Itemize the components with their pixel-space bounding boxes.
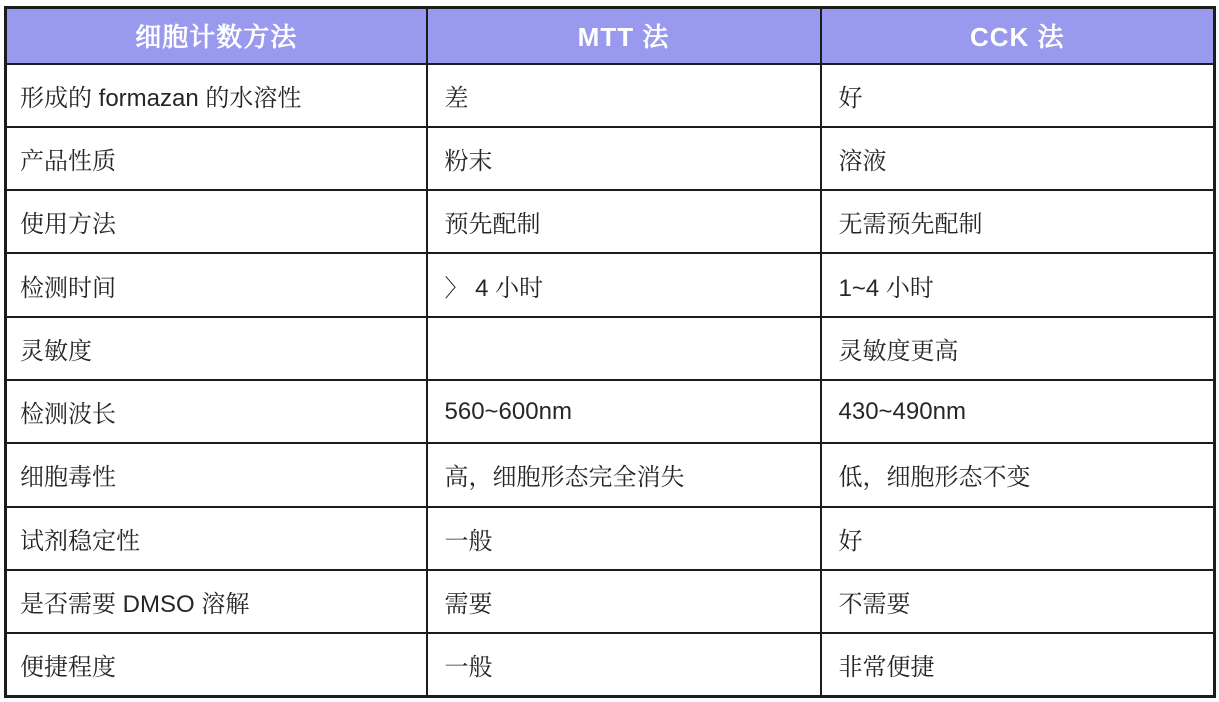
cck-value-cell: 1~4 小时 [821, 253, 1215, 316]
row-label-cell: 便捷程度 [6, 633, 427, 696]
row-label-cell: 检测时间 [6, 253, 427, 316]
row-label-cell: 使用方法 [6, 190, 427, 253]
header-row [6, 8, 1215, 64]
table-row [6, 190, 1215, 253]
row-label-cell: 产品性质 [6, 127, 427, 190]
table-body [6, 64, 1215, 697]
row-label-cell: 试剂稳定性 [6, 507, 427, 570]
mtt-value-cell: 高，细胞形态完全消失 [427, 443, 821, 506]
table-row [6, 443, 1215, 506]
mtt-value-cell: 560~600nm [427, 380, 821, 443]
header-cell-method: 细胞计数方法 [6, 8, 427, 64]
row-label-cell: 是否需要 DMSO 溶解 [6, 570, 427, 633]
table-row [6, 507, 1215, 570]
table-row [6, 64, 1215, 127]
mtt-value-cell: 差 [427, 64, 821, 127]
cck-value-cell: 好 [821, 507, 1215, 570]
cck-value-cell: 溶液 [821, 127, 1215, 190]
row-label-cell: 细胞毒性 [6, 443, 427, 506]
cck-value-cell: 不需要 [821, 570, 1215, 633]
mtt-value-cell: 需要 [427, 570, 821, 633]
table-header [6, 8, 1215, 64]
cck-value-cell: 灵敏度更高 [821, 317, 1215, 380]
header-cell-mtt: MTT 法 [427, 8, 821, 64]
table-row [6, 127, 1215, 190]
row-label-cell: 灵敏度 [6, 317, 427, 380]
cck-value-cell: 低，细胞形态不变 [821, 443, 1215, 506]
cck-value-cell: 无需预先配制 [821, 190, 1215, 253]
table-row [6, 570, 1215, 633]
comparison-table [4, 6, 1216, 698]
mtt-value-cell [427, 317, 821, 380]
mtt-value-cell: 粉末 [427, 127, 821, 190]
mtt-value-cell: 〉 4 小时 [427, 253, 821, 316]
header-cell-cck: CCK 法 [821, 8, 1215, 64]
table-row [6, 317, 1215, 380]
row-label-cell: 检测波长 [6, 380, 427, 443]
cck-value-cell: 430~490nm [821, 380, 1215, 443]
mtt-value-cell: 一般 [427, 633, 821, 696]
cck-value-cell: 非常便捷 [821, 633, 1215, 696]
table-row [6, 253, 1215, 316]
cck-value-cell: 好 [821, 64, 1215, 127]
mtt-value-cell: 预先配制 [427, 190, 821, 253]
table-row [6, 380, 1215, 443]
table-row [6, 633, 1215, 696]
row-label-cell: 形成的 formazan 的水溶性 [6, 64, 427, 127]
mtt-value-cell: 一般 [427, 507, 821, 570]
